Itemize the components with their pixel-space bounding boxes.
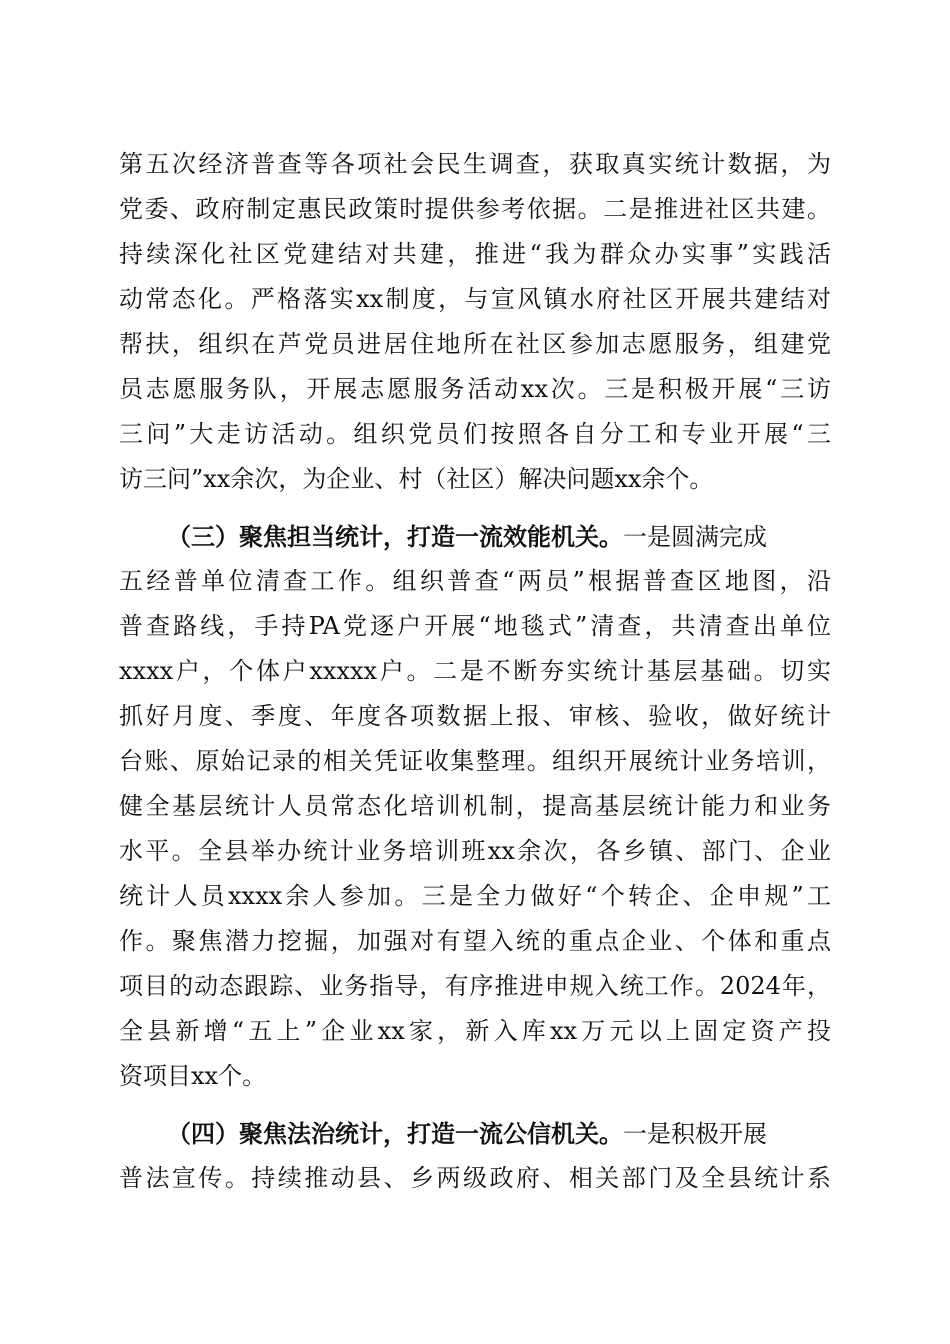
paragraph-first-line <box>119 1111 831 1156</box>
paragraph-first-line <box>119 514 831 559</box>
text-run: 一是圆满完成 <box>623 523 767 551</box>
paragraph-spacer <box>119 502 831 514</box>
text-line: 第五次经济普查等各项社会民生调查，获取真实统计数据，为 <box>119 150 831 178</box>
text-line: xxxx户，个体户xxxxx户。二是不断夯实统计基层基础。切实 <box>119 657 831 685</box>
text-line: 持续深化社区党建结对共建，推进“我为群众办实事”实践活 <box>119 240 831 268</box>
text-line: 健全基层统计人员常态化培训机制，提高基层统计能力和业务 <box>119 792 831 820</box>
text-line: 抓好月度、季度、年度各项数据上报、审核、验收，做好统计 <box>119 702 831 730</box>
text-line: 党委、政府制定惠民政策时提供参考依据。二是推进社区共建。 <box>119 195 831 223</box>
text-line: 项目的动态跟踪、业务指导，有序推进申规入统工作。2024年， <box>119 972 831 1000</box>
section-heading-four: （四）聚焦法治统计，打造一流公信机关。 <box>167 1119 623 1148</box>
text-line: 五经普单位清查工作。组织普查“两员”根据普查区地图，沿 <box>119 567 831 595</box>
paragraph-spacer <box>119 1099 831 1111</box>
text-line: 台账、原始记录的相关凭证收集整理。组织开展统计业务培训， <box>119 747 831 775</box>
text-line: 员志愿服务队，开展志愿服务活动xx次。三是积极开展“三访 <box>119 375 831 403</box>
text-line: 普查路线，手持PA党逐户开展“地毯式”清查，共清查出单位 <box>119 612 831 640</box>
section-heading-three: （三）聚焦担当统计，打造一流效能机关。 <box>167 522 623 551</box>
paragraph-community-building <box>119 142 831 502</box>
text-line: 全县新增“五上”企业xx家，新入库xx万元以上固定资产投 <box>119 1017 831 1045</box>
text-line: 统计人员xxxx余人参加。三是全力做好“个转企、企申规”工 <box>119 882 831 910</box>
paragraph-efficiency-agency <box>119 514 831 1099</box>
text-line: 帮扶，组织在芦党员进居住地所在社区参加志愿服务，组建党 <box>119 330 831 358</box>
document-body <box>119 142 831 1201</box>
text-line: 水平。全县举办统计业务培训班xx余次，各乡镇、部门、企业 <box>119 837 831 865</box>
text-run: 一是积极开展 <box>623 1120 767 1148</box>
text-line: 资项目xx个。 <box>119 1062 267 1090</box>
text-line: 普法宣传。持续推动县、乡两级政府、相关部门及全县统计系 <box>119 1164 831 1192</box>
text-line: 三问”大走访活动。组织党员们按照各自分工和专业开展“三 <box>119 420 831 448</box>
paragraph-rule-of-law <box>119 1111 831 1201</box>
text-line: 访三问”xx余次，为企业、村（社区）解决问题xx余个。 <box>119 465 714 493</box>
text-line: 作。聚焦潜力挖掘，加强对有望入统的重点企业、个体和重点 <box>119 927 831 955</box>
text-line: 动常态化。严格落实xx制度，与宣风镇水府社区开展共建结对 <box>119 285 831 313</box>
